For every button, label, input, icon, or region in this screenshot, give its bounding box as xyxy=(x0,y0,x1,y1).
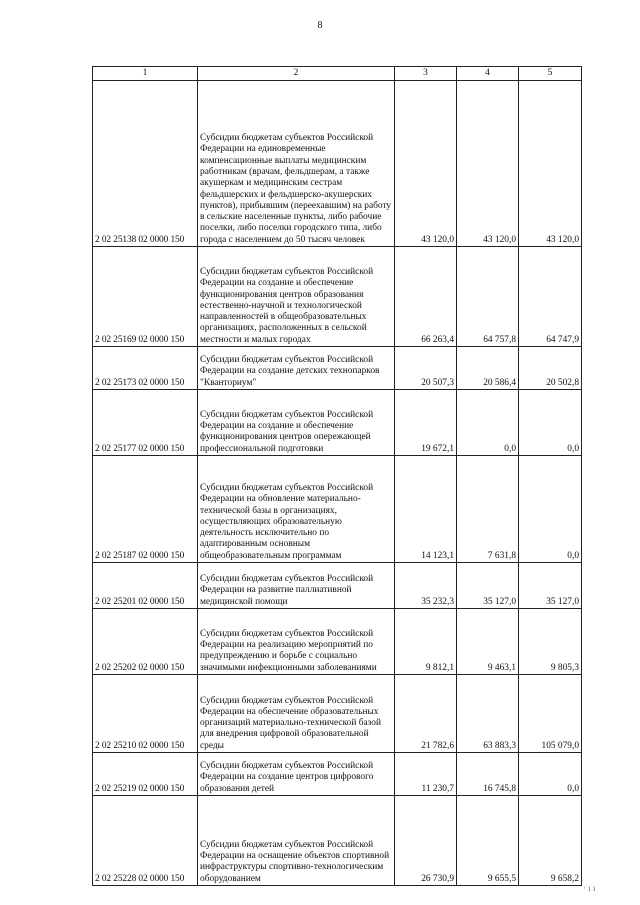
row-value-col5: 43 120,0 xyxy=(519,81,582,247)
row-value-col4: 0,0 xyxy=(457,390,519,456)
table-row xyxy=(93,456,582,563)
row-value-col4: 35 127,0 xyxy=(457,563,519,609)
column-header: 1 xyxy=(93,67,198,81)
row-description: Субсидии бюджетам субъектов Российской Федерации на создание и обеспечение функционирования центров опережающей профессиональной подготовки xyxy=(198,390,395,456)
row-code: 2 02 25177 02 0000 150 xyxy=(93,390,198,456)
row-code: 2 02 25187 02 0000 150 xyxy=(93,456,198,563)
row-description: Субсидии бюджетам субъектов Российской Федерации на создание и обеспечение функционирования центров образования естественно-научной и технологической направленностей в общеобразовательных организациях, расположенных в сельской местности и малых городах xyxy=(198,247,395,347)
row-value-col5: 0,0 xyxy=(519,456,582,563)
row-description: Субсидии бюджетам субъектов Российской Федерации на развитие паллиативной медицинской помощи xyxy=(198,563,395,609)
row-value-col5: 9 658,2 xyxy=(519,796,582,886)
row-value-col5: 20 502,8 xyxy=(519,347,582,390)
row-code: 2 02 25138 02 0000 150 xyxy=(93,81,198,247)
row-value-col4: 16 745,8 xyxy=(457,753,519,796)
row-value-col4: 43 120,0 xyxy=(457,81,519,247)
row-value-col5: 64 747,9 xyxy=(519,247,582,347)
row-value-col3: 43 120,0 xyxy=(395,81,457,247)
row-value-col3: 26 730,9 xyxy=(395,796,457,886)
row-description: Субсидии бюджетам субъектов Российской Федерации на создание центров цифрового образования детей xyxy=(198,753,395,796)
row-value-col5: 9 805,3 xyxy=(519,609,582,675)
row-description: Субсидии бюджетам субъектов Российской Федерации на обеспечение образовательных организаций материально-технической базой для внедрения цифровой образовательной среды xyxy=(198,675,395,753)
row-code: 2 02 25202 02 0000 150 xyxy=(93,609,198,675)
column-header: 3 xyxy=(395,67,457,81)
table-row xyxy=(93,609,582,675)
row-value-col5: 0,0 xyxy=(519,390,582,456)
column-header: 2 xyxy=(198,67,395,81)
table-row xyxy=(93,347,582,390)
row-code: 2 02 25219 02 0000 150 xyxy=(93,753,198,796)
column-header: 5 xyxy=(519,67,582,81)
row-value-col3: 35 232,3 xyxy=(395,563,457,609)
scan-artifact: · ı ı xyxy=(583,883,596,893)
row-value-col3: 14 123,1 xyxy=(395,456,457,563)
row-value-col3: 19 672,1 xyxy=(395,390,457,456)
row-value-col4: 7 631,8 xyxy=(457,456,519,563)
row-description: Субсидии бюджетам субъектов Российской Федерации на оснащение объектов спортивной инфраструктуры спортивно-технологическим оборудованием xyxy=(198,796,395,886)
page-number: 8 xyxy=(317,20,323,31)
table-row xyxy=(93,247,582,347)
row-description: Субсидии бюджетам субъектов Российской Федерации на обновление материально-технической базы в организациях, осуществляющих образовательную деятельность исключительно по адаптированным основным общеобразовательным программам xyxy=(198,456,395,563)
table-row xyxy=(93,390,582,456)
row-value-col3: 66 263,4 xyxy=(395,247,457,347)
budget-table xyxy=(92,66,582,886)
table-row xyxy=(93,81,582,247)
table-row xyxy=(93,563,582,609)
row-value-col5: 0,0 xyxy=(519,753,582,796)
row-code: 2 02 25169 02 0000 150 xyxy=(93,247,198,347)
row-description: Субсидии бюджетам субъектов Российской Федерации на единовременные компенсационные выплаты медицинским работникам (врачам, фельдшерам, а также акушеркам и медицинским сестрам фельдшерских и фельдшерско-акушерских пунктов), прибывшим (переехавшим) на работу в сельские населенные пункты, либо рабочие поселки, либо поселки городского типа, либо города с населением до 50 тысяч человек xyxy=(198,81,395,247)
table-row xyxy=(93,796,582,886)
row-description: Субсидии бюджетам субъектов Российской Федерации на создание детских технопарков "Кванториум" xyxy=(198,347,395,390)
row-description: Субсидии бюджетам субъектов Российской Федерации на реализацию мероприятий по предупреждению и борьбе с социально значимыми инфекционными заболеваниями xyxy=(198,609,395,675)
table-row xyxy=(93,675,582,753)
row-value-col3: 11 230,7 xyxy=(395,753,457,796)
row-code: 2 02 25201 02 0000 150 xyxy=(93,563,198,609)
row-code: 2 02 25210 02 0000 150 xyxy=(93,675,198,753)
row-value-col3: 20 507,3 xyxy=(395,347,457,390)
row-value-col3: 9 812,1 xyxy=(395,609,457,675)
row-value-col4: 9 655,5 xyxy=(457,796,519,886)
row-code: 2 02 25173 02 0000 150 xyxy=(93,347,198,390)
row-value-col3: 21 782,6 xyxy=(395,675,457,753)
row-value-col4: 64 757,8 xyxy=(457,247,519,347)
table-row xyxy=(93,753,582,796)
row-value-col4: 63 883,3 xyxy=(457,675,519,753)
row-code: 2 02 25228 02 0000 150 xyxy=(93,796,198,886)
column-header: 4 xyxy=(457,67,519,81)
header-row xyxy=(93,67,582,81)
row-value-col5: 105 079,0 xyxy=(519,675,582,753)
row-value-col4: 9 463,1 xyxy=(457,609,519,675)
row-value-col5: 35 127,0 xyxy=(519,563,582,609)
row-value-col4: 20 586,4 xyxy=(457,347,519,390)
